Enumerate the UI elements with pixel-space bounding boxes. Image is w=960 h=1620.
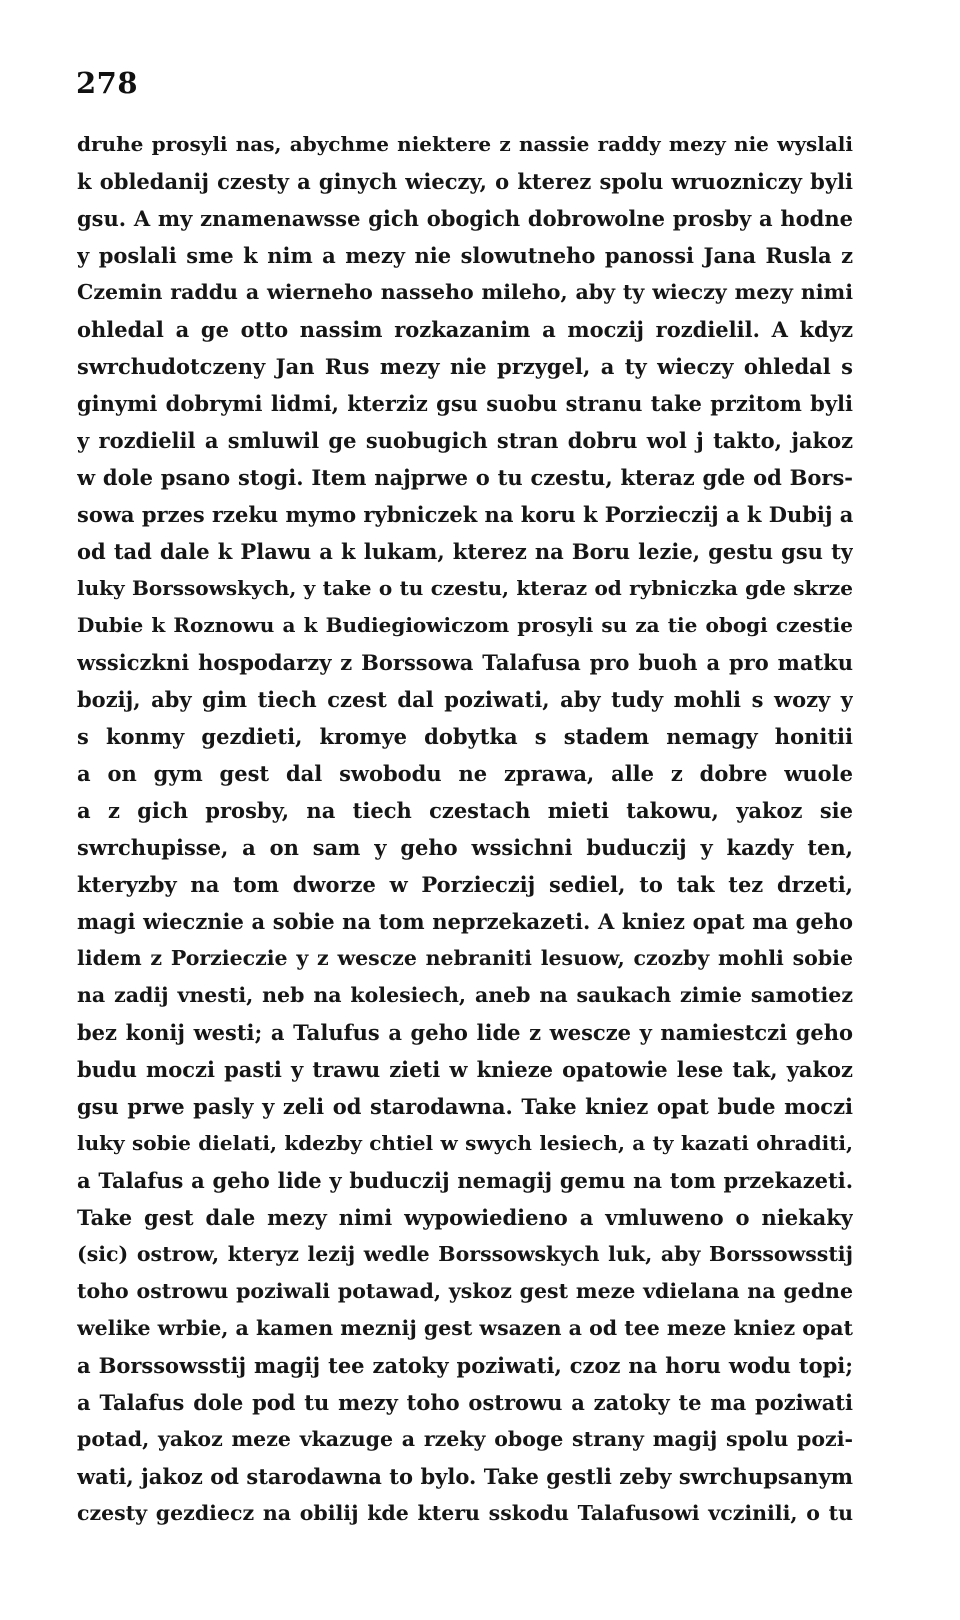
text-line: luky Borssowskych, y take o tu czestu, kteraz od rybniczka gde skrze <box>77 576 853 600</box>
text-line: a Talafus a geho lide y buduczij nemagij gemu na tom przekazeti. <box>77 1168 853 1193</box>
text-line: Take gest dale mezy nimi wypowiedieno a vmluweno o niekaky <box>77 1205 853 1230</box>
text-line: w dole psano stogi. Item najprwe o tu czestu, kteraz gde od Bors- <box>77 465 853 490</box>
text-line: gsu prwe pasly y zeli od starodawna. Take kniez opat bude moczi <box>77 1094 853 1119</box>
text-line: luky sobie dielati, kdezby chtiel w swych lesiech, a ty kazati ohraditi, <box>77 1131 853 1155</box>
text-line: swrchudotczeny Jan Rus mezy nie przygel, a ty wieczy ohledal s <box>77 354 853 379</box>
text-line: potad, yakoz meze vkazuge a rzeky oboge strany magij spolu pozi- <box>77 1427 853 1451</box>
text-line: lidem z Porzieczie y z wescze nebraniti lesuow, czozby mohli sobie <box>77 946 853 970</box>
text-line: swrchupisse, a on sam y geho wssichni buduczij y kazdy ten, <box>77 835 853 860</box>
text-line: kteryzby na tom dworze w Porzieczij sediel, to tak tez drzeti, <box>77 872 853 897</box>
text-line: bozij, aby gim tiech czest dal poziwati, aby tudy mohli s wozy y <box>77 687 853 712</box>
text-line: gsu. A my znamenawsse gich obogich dobrowolne prosby a hodne <box>77 206 853 231</box>
text-line: toho ostrowu poziwali potawad, yskoz gest meze vdielana na gedne <box>77 1279 853 1303</box>
text-line: Dubie k Roznowu a k Budiegiowiczom prosyli su za tie obogi czestie <box>77 613 853 637</box>
text-line: ohledal a ge otto nassim rozkazanim a moczij rozdielil. A kdyz <box>77 317 853 342</box>
text-line: a Talafus dole pod tu mezy toho ostrowu a zatoky te ma poziwati <box>77 1390 853 1415</box>
page-number: 278 <box>76 66 139 100</box>
text-line: a Borssowsstij magij tee zatoky poziwati, czoz na horu wodu topi; <box>77 1353 853 1378</box>
text-line: a on gym gest dal swobodu ne zprawa, alle z dobre wuole <box>77 761 853 786</box>
text-line: Czemin raddu a wierneho nasseho mileho, aby ty wieczy mezy nimi <box>77 280 853 304</box>
text-line: k obledanij czesty a ginych wieczy, o kterez spolu wruozniczy byli <box>77 169 853 194</box>
text-line: y poslali sme k nim a mezy nie slowutneho panossi Jana Rusla z <box>77 243 853 268</box>
body-text <box>77 126 853 1532</box>
text-line: ginymi dobrymi lidmi, kterziz gsu suobu stranu take przitom byli <box>77 391 853 416</box>
text-line: welike wrbie, a kamen meznij gest wsazen a od tee meze kniez opat <box>77 1316 853 1340</box>
text-line: s konmy gezdieti, kromye dobytka s stadem nemagy honitii <box>77 724 853 749</box>
text-line: druhe prosyli nas, abychme niektere z nassie raddy mezy nie wyslali <box>77 132 853 156</box>
text-line: (sic) ostrow, kteryz lezij wedle Borssowskych luk, aby Borssowsstij <box>77 1242 853 1266</box>
text-line: na zadij vnesti, neb na kolesiech, aneb na saukach zimie samotiez <box>77 983 853 1007</box>
text-line: y rozdielil a smluwil ge suobugich stran dobru wol j takto, jakoz <box>77 428 853 453</box>
text-line: wssiczkni hospodarzy z Borssowa Talafusa pro buoh a pro matku <box>77 650 853 675</box>
text-line: a z gich prosby, na tiech czestach mieti takowu, yakoz sie <box>77 798 853 823</box>
text-line: sowa przes rzeku mymo rybniczek na koru k Porzieczij a k Dubij a <box>77 502 853 527</box>
text-line: magi wiecznie a sobie na tom neprzekazeti. A kniez opat ma geho <box>77 909 853 934</box>
text-line: budu moczi pasti y trawu zieti w knieze opatowie lese tak, yakoz <box>77 1057 853 1082</box>
text-line: od tad dale k Plawu a k lukam, kterez na Boru lezie, gestu gsu ty <box>77 539 853 564</box>
text-line: bez konij westi; a Talufus a geho lide z wescze y namiestczi geho <box>77 1020 853 1045</box>
text-line: czesty gezdiecz na obilij kde kteru sskodu Talafusowi vczinili, o tu <box>77 1501 853 1525</box>
text-line: wati, jakoz od starodawna to bylo. Take gestli zeby swrchupsanym <box>77 1464 853 1489</box>
